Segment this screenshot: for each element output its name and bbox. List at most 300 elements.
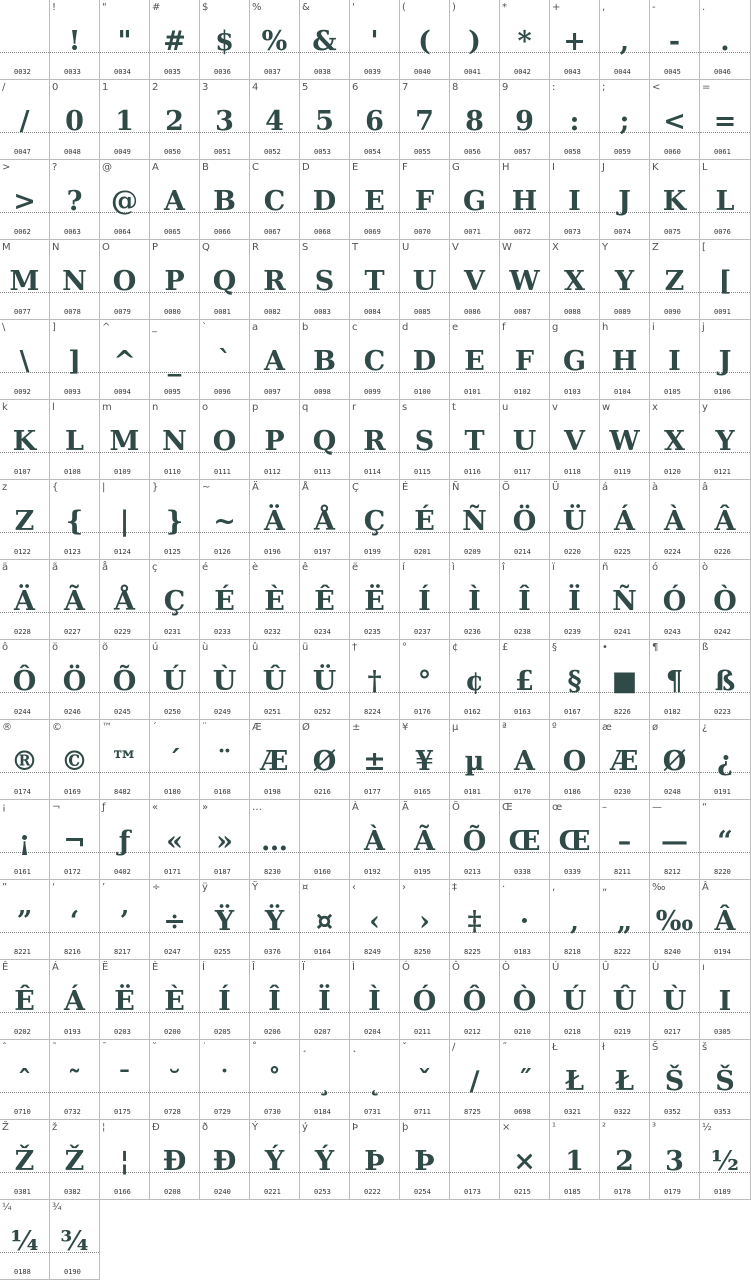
glyph-sample: "	[117, 26, 132, 57]
glyph-code: 0209	[464, 548, 481, 556]
glyph-sample: C	[363, 346, 386, 377]
glyph-sample: „	[616, 906, 633, 937]
glyph-sample: ˛	[367, 1066, 382, 1097]
glyph-cell	[600, 400, 650, 480]
glyph-cell	[200, 640, 250, 720]
glyph-cell	[600, 80, 650, 160]
glyph-sample: –	[617, 826, 632, 857]
glyph-code: 0729	[214, 1108, 231, 1116]
glyph-label: ¶	[652, 642, 659, 653]
glyph-label: @	[102, 162, 112, 173]
glyph-code: 0226	[714, 548, 731, 556]
glyph-cell	[400, 0, 450, 80]
glyph-label: ~	[202, 482, 211, 493]
glyph-code: 0066	[214, 228, 231, 236]
glyph-label: Ñ	[452, 482, 460, 493]
glyph-sample: ˝	[517, 1066, 532, 1097]
glyph-sample: 4	[265, 106, 284, 137]
glyph-sample: 5	[315, 106, 334, 137]
glyph-cell	[700, 720, 751, 800]
glyph-sample: ‚	[569, 906, 580, 937]
glyph-label: Œ	[502, 802, 513, 813]
glyph-code: 0104	[614, 388, 631, 396]
glyph-label: ı	[702, 962, 705, 973]
glyph-cell	[50, 80, 100, 160]
glyph-label: ¦	[102, 1122, 106, 1133]
glyph-code: 0352	[664, 1108, 681, 1116]
glyph-label: û	[252, 642, 259, 653]
glyph-label: G	[452, 162, 460, 173]
glyph-label: Ó	[402, 962, 410, 973]
glyph-sample: Å	[314, 506, 335, 537]
glyph-sample: °	[417, 666, 432, 697]
glyph-sample: ©	[61, 746, 88, 777]
glyph-sample: P	[264, 426, 285, 457]
glyph-sample: 1	[565, 1146, 584, 1177]
glyph-sample: Í	[218, 986, 231, 1017]
glyph-label: \	[2, 322, 6, 333]
glyph-code: 0032	[14, 68, 31, 76]
glyph-sample: ¦	[119, 1146, 130, 1177]
glyph-code: 0074	[614, 228, 631, 236]
glyph-label: E	[352, 162, 359, 173]
glyph-code: 0160	[314, 868, 331, 876]
glyph-label: à	[652, 482, 659, 493]
glyph-code: 0175	[114, 1108, 131, 1116]
glyph-code: 8221	[14, 948, 31, 956]
glyph-cell	[500, 1120, 550, 1200]
glyph-sample: Ø	[662, 746, 687, 777]
glyph-cell	[300, 960, 350, 1040]
glyph-code: 0053	[314, 148, 331, 156]
glyph-code: 0164	[314, 948, 331, 956]
glyph-sample: ƒ	[118, 826, 131, 857]
glyph-code: 0086	[464, 308, 481, 316]
glyph-code: 0223	[714, 708, 731, 716]
glyph-label: ®	[2, 722, 12, 733]
glyph-sample: À	[664, 506, 685, 537]
glyph-cell	[0, 80, 50, 160]
glyph-label: Ä	[252, 482, 259, 493]
glyph-cell	[250, 0, 300, 80]
glyph-cell	[600, 880, 650, 960]
glyph-cell	[300, 720, 350, 800]
glyph-sample: Y	[715, 426, 735, 457]
glyph-cell	[500, 480, 550, 560]
glyph-label: Ž	[2, 1122, 9, 1133]
glyph-cell	[550, 800, 600, 880]
glyph-code: 0196	[264, 548, 281, 556]
glyph-label: Â	[702, 882, 709, 893]
glyph-code: 0212	[464, 1028, 481, 1036]
glyph-sample: 9	[515, 106, 534, 137]
glyph-sample: Ÿ	[264, 906, 285, 937]
glyph-label: {	[52, 482, 59, 493]
glyph-code: 0117	[514, 468, 531, 476]
glyph-cell	[50, 160, 100, 240]
glyph-code: 0249	[214, 708, 231, 716]
glyph-label: #	[152, 2, 161, 13]
glyph-cell	[300, 320, 350, 400]
glyph-code: 0177	[364, 788, 381, 796]
glyph-sample: ¼	[10, 1226, 39, 1257]
glyph-code: 0062	[14, 228, 31, 236]
glyph-cell	[0, 720, 50, 800]
glyph-label: ã	[52, 562, 59, 573]
glyph-sample: =	[713, 106, 737, 137]
glyph-sample: B	[213, 186, 236, 217]
glyph-code: 0054	[364, 148, 381, 156]
glyph-sample: A	[514, 746, 535, 777]
glyph-code: 0083	[314, 308, 331, 316]
glyph-cell	[400, 720, 450, 800]
glyph-cell	[200, 240, 250, 320]
glyph-cell	[150, 240, 200, 320]
glyph-label: :	[552, 82, 556, 93]
glyph-code: 0376	[264, 948, 281, 956]
glyph-code: 0059	[614, 148, 631, 156]
glyph-cell	[50, 1040, 100, 1120]
glyph-sample: µ	[464, 746, 485, 777]
glyph-code: 0040	[414, 68, 431, 76]
glyph-code: 0231	[164, 628, 181, 636]
glyph-code: 0207	[314, 1028, 331, 1036]
glyph-code: 0217	[664, 1028, 681, 1036]
glyph-label: 0	[52, 82, 59, 93]
glyph-code: 0237	[414, 628, 431, 636]
glyph-cell	[0, 240, 50, 320]
glyph-code: 0195	[414, 868, 431, 876]
glyph-sample: T	[464, 426, 485, 457]
glyph-sample: [	[718, 266, 732, 297]
glyph-cell	[150, 720, 200, 800]
glyph-sample: …	[261, 826, 288, 857]
glyph-cell	[700, 640, 751, 720]
glyph-label: â	[702, 482, 709, 493]
glyph-label: R	[252, 242, 259, 253]
glyph-label: /	[2, 82, 6, 93]
glyph-sample: K	[12, 426, 37, 457]
glyph-cell	[600, 480, 650, 560]
glyph-sample: Đ	[212, 1146, 237, 1177]
glyph-code: 0208	[164, 1188, 181, 1196]
glyph-cell	[150, 1120, 200, 1200]
glyph-code: 0243	[664, 628, 681, 636]
glyph-code: 0072	[514, 228, 531, 236]
glyph-sample: Ï	[318, 986, 331, 1017]
glyph-label: é	[202, 562, 209, 573]
glyph-sample: O	[112, 266, 137, 297]
glyph-code: 0168	[214, 788, 231, 796]
glyph-sample: \	[19, 346, 30, 377]
glyph-sample: ¾	[60, 1226, 89, 1257]
glyph-cell	[650, 800, 700, 880]
glyph-cell	[200, 320, 250, 400]
glyph-cell	[300, 480, 350, 560]
glyph-sample: ;	[619, 106, 630, 137]
glyph-label: V	[452, 242, 459, 253]
glyph-sample: ■	[611, 666, 638, 697]
glyph-code: 0055	[414, 148, 431, 156]
glyph-label: ¼	[2, 1202, 12, 1213]
glyph-label: v	[552, 402, 558, 413]
glyph-cell	[300, 1040, 350, 1120]
glyph-label: š	[702, 1042, 708, 1053]
glyph-code: 0255	[214, 948, 231, 956]
glyph-code: 0067	[264, 228, 281, 236]
glyph-code: 0113	[314, 468, 331, 476]
glyph-code: 0075	[664, 228, 681, 236]
glyph-sample: K	[662, 186, 687, 217]
glyph-code: 0381	[14, 1188, 31, 1196]
glyph-sample: -	[668, 26, 681, 57]
glyph-cell	[450, 320, 500, 400]
glyph-label: Ï	[302, 962, 305, 973]
glyph-label: ï	[552, 562, 555, 573]
glyph-code: 0211	[414, 1028, 431, 1036]
glyph-label: J	[602, 162, 605, 173]
glyph-label: !	[52, 2, 57, 13]
glyph-sample: ‘	[69, 906, 80, 937]
glyph-label: ‚	[552, 882, 556, 893]
glyph-code: 0052	[264, 148, 281, 156]
glyph-cell	[400, 160, 450, 240]
glyph-cell	[700, 160, 751, 240]
glyph-sample: D	[412, 346, 437, 377]
glyph-code: 0042	[514, 68, 531, 76]
glyph-label: œ	[552, 802, 563, 813]
glyph-cell	[150, 560, 200, 640]
glyph-cell	[600, 960, 650, 1040]
glyph-code: 0033	[64, 68, 81, 76]
glyph-label: $	[202, 2, 209, 13]
glyph-sample: Š	[664, 1066, 685, 1097]
glyph-label: ü	[302, 642, 309, 653]
glyph-label: Ù	[652, 962, 660, 973]
glyph-sample: Ò	[713, 586, 737, 617]
glyph-label: ò	[702, 562, 709, 573]
glyph-sample	[300, 826, 349, 858]
glyph-cell	[150, 480, 200, 560]
glyph-label: ˝	[502, 1042, 507, 1053]
glyph-sample: ˚	[267, 1066, 282, 1097]
glyph-label: 2	[152, 82, 159, 93]
glyph-sample: Ñ	[462, 506, 487, 537]
glyph-label: «	[152, 802, 159, 813]
glyph-cell	[200, 480, 250, 560]
glyph-label: i	[652, 322, 655, 333]
glyph-code: 0069	[364, 228, 381, 236]
glyph-cell	[300, 640, 350, 720]
glyph-sample: Ã	[414, 826, 435, 857]
glyph-cell	[50, 400, 100, 480]
glyph-cell	[350, 160, 400, 240]
glyph-label: ½	[702, 1122, 712, 1133]
glyph-label: ‘	[52, 882, 56, 893]
glyph-label: Q	[202, 242, 210, 253]
glyph-label: Š	[652, 1042, 659, 1053]
glyph-cell	[200, 160, 250, 240]
glyph-cell	[550, 1120, 600, 1200]
glyph-cell	[600, 800, 650, 880]
glyph-sample: Ú	[562, 986, 587, 1017]
glyph-code: 8218	[564, 948, 581, 956]
glyph-cell	[650, 400, 700, 480]
glyph-label: ‡	[452, 882, 457, 893]
glyph-cell	[250, 960, 300, 1040]
glyph-code: 0091	[714, 308, 731, 316]
glyph-label: µ	[452, 722, 459, 733]
glyph-sample: |	[119, 506, 130, 537]
glyph-sample: É	[214, 586, 235, 617]
glyph-cell	[700, 1120, 751, 1200]
glyph-label: ³	[652, 1122, 657, 1133]
glyph-label: †	[352, 642, 357, 653]
glyph-sample: Û	[262, 666, 287, 697]
glyph-label: ¬	[52, 802, 61, 813]
glyph-code: 0057	[514, 148, 531, 156]
glyph-cell	[400, 400, 450, 480]
glyph-sample: J	[618, 186, 631, 217]
glyph-cell	[0, 1040, 50, 1120]
glyph-code: 0100	[414, 388, 431, 396]
glyph-code: 0167	[564, 708, 581, 716]
glyph-sample: /	[19, 106, 30, 137]
glyph-sample: !	[68, 26, 81, 57]
glyph-cell	[200, 960, 250, 1040]
glyph-code: 0035	[164, 68, 181, 76]
glyph-label: H	[502, 162, 510, 173]
glyph-cell	[350, 1040, 400, 1120]
glyph-code: 0732	[64, 1108, 81, 1116]
glyph-label: %	[252, 2, 262, 13]
glyph-label: l	[52, 402, 55, 413]
glyph-cell	[700, 80, 751, 160]
glyph-sample: 0	[65, 106, 84, 137]
glyph-code: 0078	[64, 308, 81, 316]
glyph-code: 0097	[264, 388, 281, 396]
glyph-label: Z	[652, 242, 659, 253]
glyph-sample: ˇ	[417, 1066, 432, 1097]
glyph-code: 0201	[414, 548, 431, 556]
glyph-code: 0088	[564, 308, 581, 316]
glyph-code: 0402	[114, 868, 131, 876]
glyph-sample: Œ	[508, 826, 541, 857]
glyph-cell	[500, 0, 550, 80]
glyph-label: I	[552, 162, 555, 173]
glyph-sample: Á	[614, 506, 635, 537]
glyph-cell	[100, 240, 150, 320]
glyph-code: 0232	[264, 628, 281, 636]
glyph-code: 0236	[464, 628, 481, 636]
glyph-code: 0710	[14, 1108, 31, 1116]
glyph-sample: O	[212, 426, 237, 457]
glyph-cell	[450, 80, 500, 160]
glyph-cell	[150, 0, 200, 80]
glyph-code: 0105	[664, 388, 681, 396]
glyph-cell	[350, 1120, 400, 1200]
glyph-cell	[200, 80, 250, 160]
glyph-cell	[650, 560, 700, 640]
glyph-label: '	[352, 2, 355, 13]
glyph-cell	[50, 320, 100, 400]
glyph-code: 0305	[714, 1028, 731, 1036]
glyph-cell	[100, 80, 150, 160]
glyph-sample: Ú	[162, 666, 187, 697]
glyph-cell	[400, 960, 450, 1040]
glyph-sample: ±	[363, 746, 386, 777]
glyph-label: [	[702, 242, 706, 253]
glyph-cell	[200, 1040, 250, 1120]
glyph-code: 0121	[714, 468, 731, 476]
glyph-label: X	[552, 242, 559, 253]
glyph-code: 0080	[164, 308, 181, 316]
glyph-label: ö	[52, 642, 59, 653]
glyph-label: ˛	[352, 1042, 357, 1053]
glyph-label: Ø	[302, 722, 310, 733]
glyph-cell	[50, 1200, 100, 1280]
glyph-label: a	[252, 322, 259, 333]
glyph-code: 0213	[464, 868, 481, 876]
glyph-label: z	[2, 482, 8, 493]
glyph-label: t	[452, 402, 456, 413]
glyph-cell	[100, 1040, 150, 1120]
glyph-sample: ÷	[163, 906, 186, 937]
glyph-code: 0116	[464, 468, 481, 476]
glyph-cell	[250, 560, 300, 640]
glyph-sample: ‰	[655, 906, 694, 937]
glyph-cell	[550, 0, 600, 80]
glyph-label: g	[552, 322, 559, 333]
glyph-code: 0171	[164, 868, 181, 876]
glyph-sample: Đ	[162, 1146, 187, 1177]
glyph-code: 0087	[514, 308, 531, 316]
glyph-sample: N	[162, 426, 187, 457]
glyph-code: 0178	[614, 1188, 631, 1196]
glyph-code: 0089	[614, 308, 631, 316]
glyph-code: 0172	[64, 868, 81, 876]
glyph-label: ¯	[102, 1042, 107, 1053]
glyph-cell	[50, 560, 100, 640]
glyph-cell	[450, 240, 500, 320]
glyph-code: 0115	[414, 468, 431, 476]
glyph-cell	[50, 960, 100, 1040]
glyph-code: 0240	[214, 1188, 231, 1196]
glyph-cell	[200, 720, 250, 800]
glyph-label: ¿	[702, 722, 708, 733]
glyph-label: Ÿ	[252, 882, 259, 893]
glyph-cell	[650, 0, 700, 80]
glyph-code: 8482	[114, 788, 131, 796]
glyph-label: Ý	[252, 1122, 259, 1133]
glyph-code: 0041	[464, 68, 481, 76]
glyph-code: 0181	[464, 788, 481, 796]
glyph-code: 0101	[464, 388, 481, 396]
glyph-sample: F	[514, 346, 535, 377]
glyph-cell	[500, 160, 550, 240]
glyph-label: º	[552, 722, 557, 733]
glyph-cell	[700, 400, 751, 480]
glyph-code: 0112	[264, 468, 281, 476]
glyph-code: 8216	[64, 948, 81, 956]
glyph-label: ˙	[202, 1042, 207, 1053]
glyph-cell	[500, 720, 550, 800]
glyph-label: ø	[652, 722, 659, 733]
glyph-label: W	[502, 242, 512, 253]
glyph-cell	[50, 800, 100, 880]
glyph-sample: Ç	[163, 586, 186, 617]
glyph-code: 0063	[64, 228, 81, 236]
